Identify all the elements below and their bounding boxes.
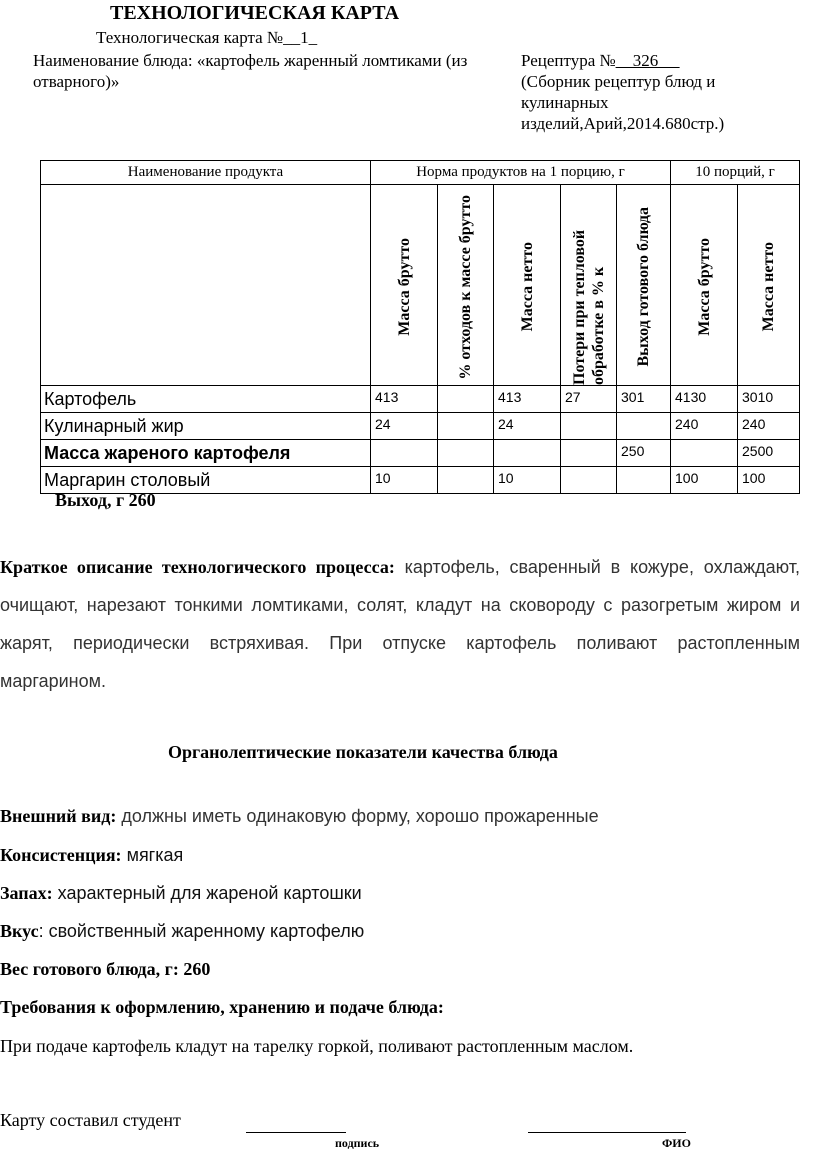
taste-line bbox=[0, 921, 364, 942]
process-description bbox=[0, 548, 800, 700]
name-caption: ФИО bbox=[662, 1136, 691, 1150]
subheader-cell bbox=[438, 185, 494, 386]
organoleptic-title: Органолептические показатели качества блюда bbox=[168, 742, 558, 762]
recipe-info bbox=[521, 50, 801, 134]
cell-value: 413 bbox=[494, 386, 561, 413]
smell-value: характерный для жареной картошки bbox=[52, 883, 362, 903]
cell-value: 250 bbox=[617, 440, 671, 467]
cell-value: 10 bbox=[371, 467, 438, 494]
document-title: ТЕХНОЛОГИЧЕСКАЯ КАРТА bbox=[110, 2, 400, 24]
cell-value: 27 bbox=[561, 386, 617, 413]
product-name: Кулинарный жир bbox=[41, 413, 371, 440]
consistency-label: Консистенция: bbox=[0, 845, 122, 865]
dish-weight: Вес готового блюда, г: 260 bbox=[0, 959, 211, 979]
cell-value bbox=[438, 386, 494, 413]
signature-line bbox=[246, 1132, 346, 1133]
ingredients-table bbox=[40, 160, 800, 494]
header-product-blank bbox=[41, 185, 371, 386]
cell-value: 24 bbox=[494, 413, 561, 440]
name-line bbox=[528, 1132, 686, 1133]
taste-label: Вкус bbox=[0, 921, 39, 941]
product-name: Масса жареного картофеля bbox=[41, 440, 371, 467]
table-row bbox=[41, 413, 800, 440]
recipe-prefix: Рецептура № bbox=[521, 51, 616, 70]
dish-name: Наименование блюда: «картофель жаренный ломтиками (из отварного)» bbox=[33, 51, 468, 91]
product-name: Картофель bbox=[41, 386, 371, 413]
header-product: Наименование продукта bbox=[41, 161, 371, 185]
cell-value: 4130 bbox=[671, 386, 738, 413]
subheader-cell bbox=[494, 185, 561, 386]
subheader-cell bbox=[738, 185, 800, 386]
appearance-line bbox=[0, 806, 599, 827]
card-number: Технологическая карта №__1_ bbox=[96, 28, 318, 47]
cell-value: 2500 bbox=[738, 440, 800, 467]
cell-value: 413 bbox=[371, 386, 438, 413]
consistency-line bbox=[0, 845, 183, 866]
cell-value bbox=[561, 467, 617, 494]
taste-value: : свойственный жаренному картофелю bbox=[38, 921, 365, 941]
cell-value: 301 bbox=[617, 386, 671, 413]
appearance-label: Внешний вид: bbox=[0, 806, 117, 826]
signature-caption: подпись bbox=[335, 1136, 380, 1150]
cell-value bbox=[561, 440, 617, 467]
cell-value bbox=[438, 467, 494, 494]
table-row bbox=[41, 386, 800, 413]
subheader-heat-loss: Потери при тепловой обработке в % к bbox=[570, 229, 607, 385]
appearance-value: должны иметь одинаковую форму, хорошо прожаренные bbox=[116, 806, 599, 826]
cell-value bbox=[561, 413, 617, 440]
process-label: Краткое описание технологического процесса: bbox=[0, 557, 395, 577]
subheader-gross-mass-10: Масса брутто bbox=[695, 238, 713, 336]
cell-value: 3010 bbox=[738, 386, 800, 413]
subheader-cell bbox=[561, 185, 617, 386]
process-text: картофель, сваренный в кожуре, охлаждают, очищают, нарезают тонкими ломтиками, солят, кладут на сковороду с разогретым жиром и жарят, периодически встряхивая. При отпуске картофель поливают растопленным маргарином. bbox=[0, 557, 800, 691]
subheader-cell bbox=[617, 185, 671, 386]
cell-value bbox=[494, 440, 561, 467]
cell-value bbox=[438, 440, 494, 467]
cell-value bbox=[438, 413, 494, 440]
header-norm-per-portion: Норма продуктов на 1 порцию, г bbox=[371, 161, 671, 185]
subheader-yield: Выход готового блюда bbox=[635, 207, 652, 367]
subheader-waste-percent: % отходов к массе брутто bbox=[457, 194, 474, 380]
output-weight: Выход, г 260 bbox=[55, 490, 156, 510]
cell-value bbox=[371, 440, 438, 467]
subheader-cell bbox=[371, 185, 438, 386]
cell-value: 10 bbox=[494, 467, 561, 494]
subheader-gross-mass: Масса брутто bbox=[395, 238, 413, 336]
cell-value: 24 bbox=[371, 413, 438, 440]
smell-label: Запах: bbox=[0, 883, 53, 903]
cell-value bbox=[617, 413, 671, 440]
cell-value: 100 bbox=[671, 467, 738, 494]
smell-line bbox=[0, 883, 362, 904]
cell-value: 240 bbox=[671, 413, 738, 440]
cell-value bbox=[617, 467, 671, 494]
requirements-text: При подаче картофель кладут на тарелку горкой, поливают растопленным маслом. bbox=[0, 1036, 634, 1056]
subheader-net-mass-10: Масса нетто bbox=[760, 242, 777, 332]
table-row bbox=[41, 440, 800, 467]
cell-value: 240 bbox=[738, 413, 800, 440]
product-name: Маргарин столовый bbox=[41, 467, 371, 494]
consistency-value: мягкая bbox=[121, 845, 184, 865]
requirements-label: Требования к оформлению, хранению и подаче блюда: bbox=[0, 997, 444, 1017]
cell-value bbox=[671, 440, 738, 467]
header-ten-portions: 10 порций, г bbox=[671, 161, 800, 185]
cell-value: 100 bbox=[738, 467, 800, 494]
recipe-number: __326 __ bbox=[615, 51, 680, 70]
subheader-net-mass: Масса нетто bbox=[518, 242, 536, 332]
subheader-cell bbox=[671, 185, 738, 386]
compiled-by: Карту составил студент bbox=[0, 1110, 181, 1130]
recipe-source: (Сборник рецептур блюд и кулинарных изделий,Арий,2014.680стр.) bbox=[521, 72, 725, 133]
